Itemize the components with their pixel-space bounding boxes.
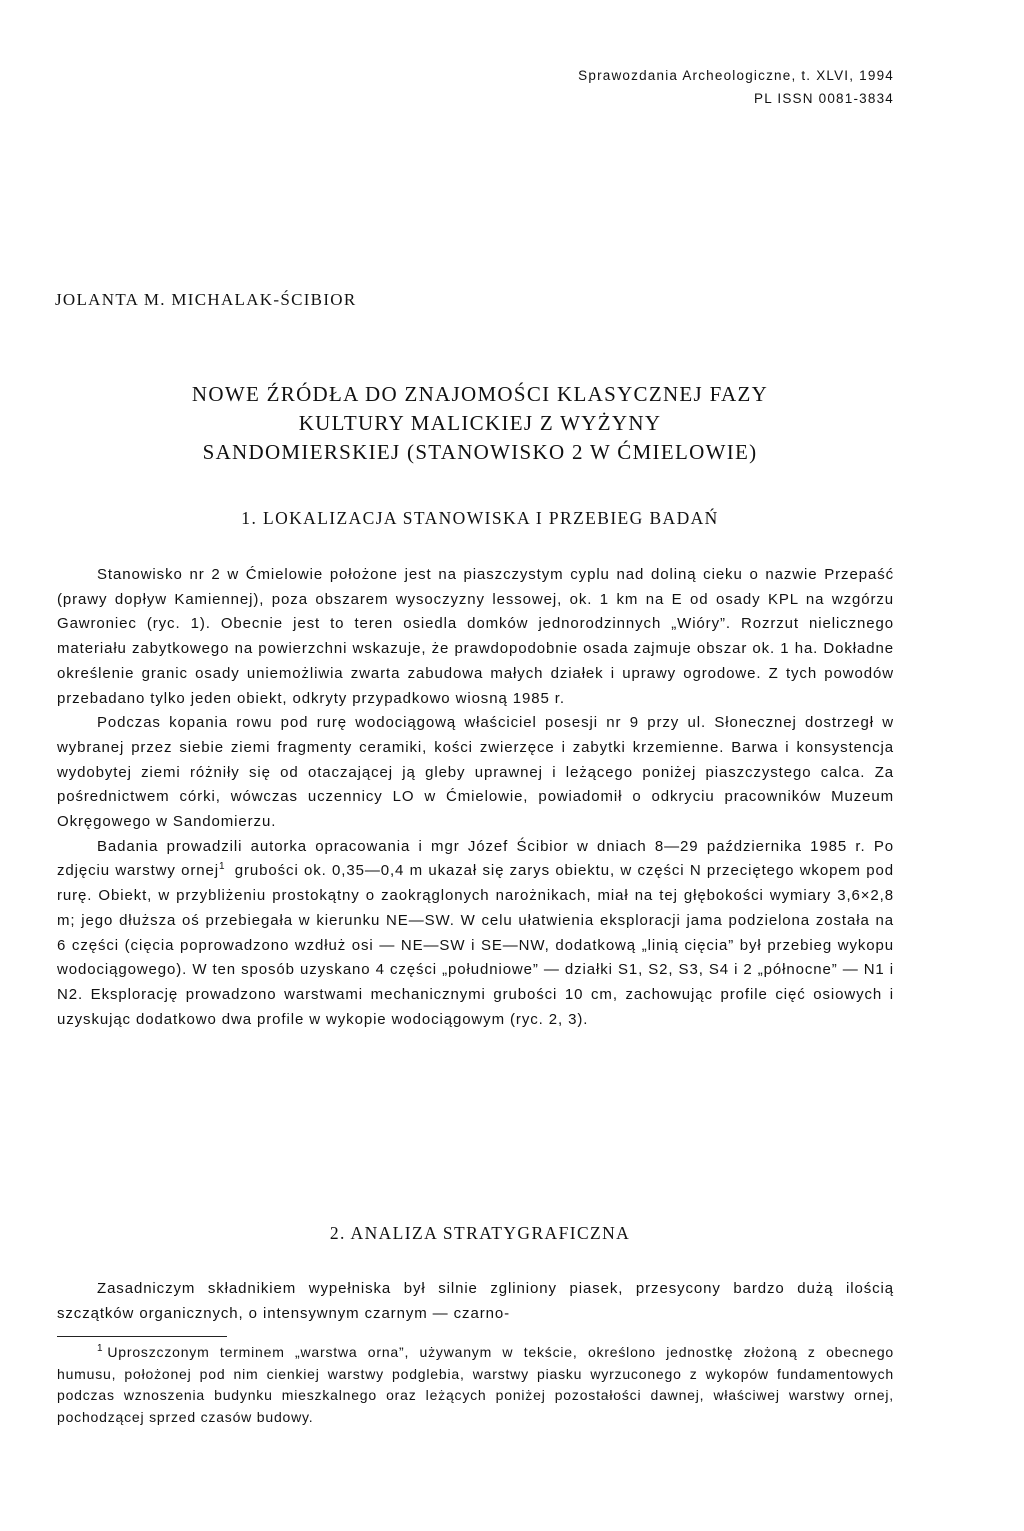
title-line: KULTURY MALICKIEJ Z WYŻYNY [298,411,662,435]
journal-citation: Sprawozdania Archeologiczne, t. XLVI, 1994 [578,68,894,83]
footnote-divider [57,1336,227,1337]
section-heading-localization: 1. LOKALIZACJA STANOWISKA I PRZEBIEG BADAŃ [241,508,719,528]
title-line: NOWE ŹRÓDŁA DO ZNAJOMOŚCI KLASYCZNEJ FAZY [191,382,769,406]
footnote-reference[interactable]: 1 [218,861,226,873]
paragraph: Podczas kopania rowu pod rurę wodociągową właściciel posesji nr 9 przy ul. Słonecznej dostrzegł w wybranej przez siebie ziemi fragmenty ceramiki, kości zwierzęce i zabytki krzemienne. Barwa i konsystencja wydobytej ziemi różniły się od otaczającej ją gleby uprawnej i leżącego poniżej piaszczystego calca. Za pośrednictwem córki, wówczas uczennicy LO w Ćmielowie, powiadomił o odkryciu pracowników Muzeum Okręgowego w Sandomierzu. [57,714,894,831]
paragraph: Stanowisko nr 2 w Ćmielowie położone jest na piaszczystym cyplu nad doliną cieku o nazwie Przepaść (prawy dopływ Kamiennej), poza obszarem wysoczyzny lessowej, ok. 1 km na E od osady KPL na wzgórzu Gawroniec (ryc. 1). Obecnie jest to teren osiedla domków jednorodzinnych „Wióry”. Rozrzut nielicznego materiału zabytkowego na powierzchni wskazuje, że prawdopodobnie osada zajmuje obszar ok. 1 ha. Dokładne określenie granic osady uniemożliwia zwarta zabudowa małych działek i uprawy ogrodowe. Z tych powodów przebadano tylko jeden obiekt, odkryty przypadkowo wiosną 1985 r. [57,566,894,707]
journal-issn: PL ISSN 0081-3834 [754,91,894,106]
paragraph-text: Badania prowadzili autorka opracowania i mgr Józef Ścibior w dniach 8—29 października 1985 r. Po zdjęciu warstwy ornej [57,837,894,880]
footnote [57,1342,894,1428]
paragraph: Zasadniczym składnikiem wypełniska był silnie zgliniony piasek, przesycony bardzo dużą ilością szczątków organicznych, o intensywnym czarnym — czarno- [57,1280,894,1322]
section-body-localization [57,563,894,1032]
author-name: JOLANTA M. MICHALAK-ŚCIBIOR [55,290,357,309]
footnote-text: Uproszczonym terminem „warstwa orna”, używanym w tekście, określono jednostkę złożoną z obecnego humusu, położonej pod nim cienkiej warstwy podglebia, warstwy piasku wyrzuconego z wykopów fundamentowych podczas wznoszenia budynku mieszkalnego oraz leżących poniżej pozostałości dawnej, właściwej warstwy ornej, pochodzącej sprzed czasów budowy. [57,1344,894,1425]
title-line: SANDOMIERSKIEJ (STANOWISKO 2 W ĆMIELOWIE) [202,440,758,464]
section-heading-stratigraphy: 2. ANALIZA STRATYGRAFICZNA [329,1223,631,1243]
section-body-stratigraphy [57,1277,894,1326]
paragraph [57,835,894,1033]
paragraph-text: grubości ok. 0,35—0,4 m ukazał się zarys obiektu, w części N przeciętego wkopem pod rurę. Obiekt, w przybliżeniu prostokątny o zaokrąglonych narożnikach, miał na tej głębokości wymiary 3,6×2,8 m; jego dłuższa oś przebiegała w kierunku NE—SW. W celu ułatwienia eksploracji jama podzielona została na 6 części (cięcia poprowadzono wzdłuż osi — NE—SW i SE—NW, dodatkową „linią cięcia” był przebieg wykopu wodociągowego). W ten sposób uzyskano 4 części „południowe” — działki S1, S2, S3, S4 i 2 „północne” — N1 i N2. Eksplorację prowadzono warstwami mechanicznymi grubości 10 cm, zachowując profile cięć osiowych i uzyskując dodatkowo dwa profile w wykopie wodociągowym (ryc. 2, 3). [57,862,895,1028]
footnote-mark: 1 [97,1343,104,1355]
journal-header [578,64,894,110]
article-title [60,380,900,467]
